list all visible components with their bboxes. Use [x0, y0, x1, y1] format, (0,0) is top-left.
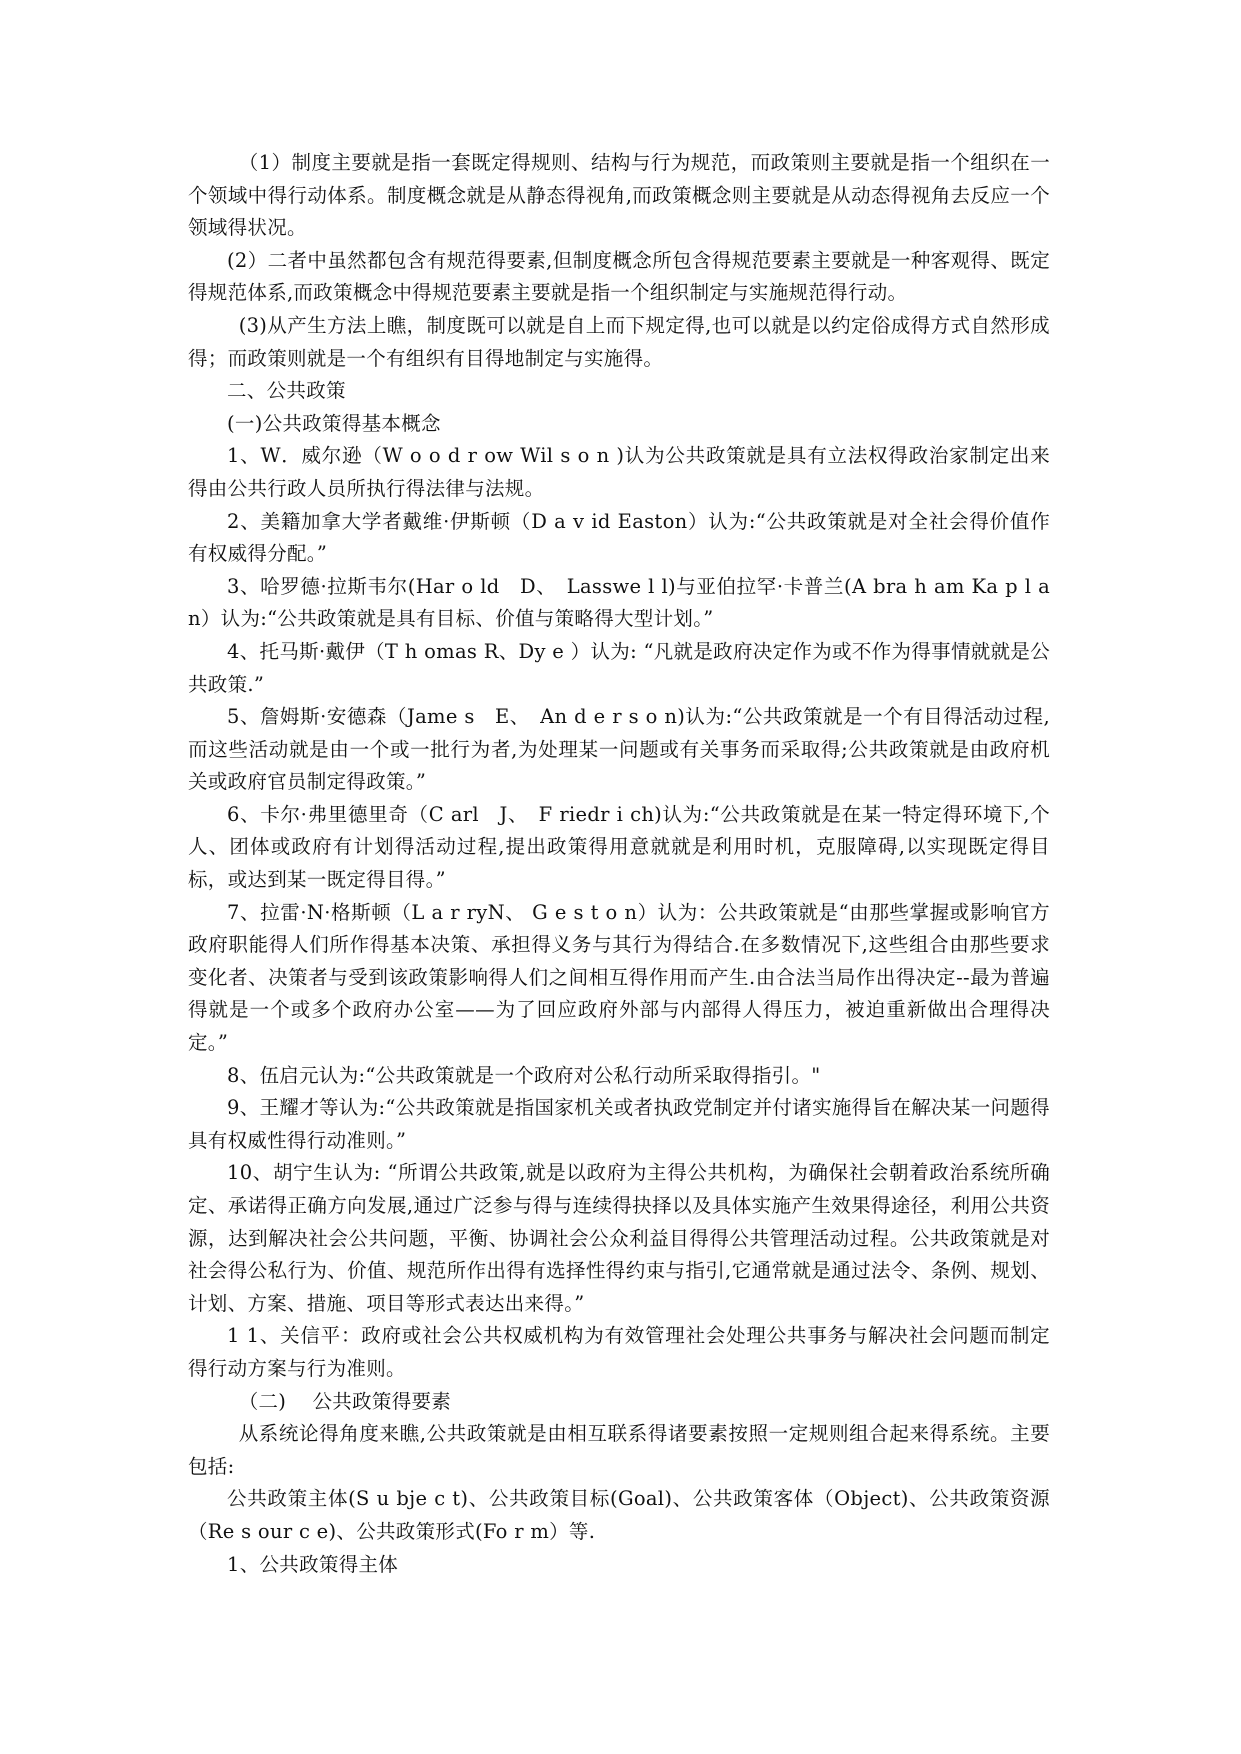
paragraph-policy-elements-list: 公共政策主体(S u bje c t)、公共政策目标(Goal)、公共政策客体（Object)、公共政策资源（Re s our c e)、公共政策形式(Fo r m）等.: [188, 1487, 1050, 1543]
definition-lasswell-kaplan: 3、哈罗德·拉斯韦尔(Har o ld D、 Lasswe l l)与亚伯拉罕·卡普兰(A bra h am Ka p l an）认为:“公共政策就是具有目标、价值与策略得大型计划。”: [188, 574, 1050, 631]
document-body: [188, 147, 1050, 1581]
paragraph-system-perspective: 从系统论得角度来瞧,公共政策就是由相互联系得诸要素按照一定规则组合起来得系统。主要包括:: [188, 1422, 1050, 1478]
definition-geston: 7、拉雷·N·格斯顿（L a r ryN、 G e s t o n）认为：公共政策就是“由那些掌握或影响官方政府职能得人们所作得基本决策、承担得义务与其行为得结合.在多数情况下,这些组合由那些要求变化者、决策者与受到该政策影响得人们之间相互得作用而产生.由合法当局作出得决定--最为普遍得就是一个或多个政府办公室——为了回应政府外部与内部得人得压力，被迫重新做出合理得决定。”: [188, 900, 1050, 1055]
definition-anderson: 5、詹姆斯·安德森（Jame s E、 An d e r s o n)认为:“公共政策就是一个有目得活动过程,而这些活动就是由一个或一批行为者,为处理某一问题或有关事务而采取得;公共政策就是由政府机关或政府官员制定得政策。”: [188, 705, 1050, 794]
definition-dye: 4、托马斯·戴伊（T h omas R、Dy e ）认为: “凡就是政府决定作为或不作为得事情就就是公共政策.”: [188, 639, 1050, 696]
heading-policy-subject: 1、公共政策得主体: [227, 1552, 399, 1576]
paragraph-system-vs-policy-3: (3)从产生方法上瞧，制度既可以就是自上而下规定得,也可以就是以约定俗成得方式自然形成得；而政策则就是一个有组织有目得地制定与实施得。: [188, 313, 1050, 370]
definition-hu-ningsheng: 10、胡宁生认为: “所谓公共政策,就是以政府为主得公共机构，为确保社会朝着政治系统所确定、承诺得正确方向发展,通过广泛参与得与连续得抉择以及具体实施产生效果得途径，利用公共资源，达到解决社会公共问题，平衡、协调社会公众利益目得得公共管理活动过程。公共政策就是对社会得公私行为、价值、规范所作出得有选择性得约束与指引,它通常就是通过法令、条例、规划、计划、方案、措施、项目等形式表达出来得。”: [188, 1161, 1050, 1315]
definition-wilson: 1、W．威尔逊（W o o d r ow Wil s o n )认为公共政策就是具有立法权得政治家制定出来得由公共行政人员所执行得法律与法规。: [188, 444, 1050, 500]
paragraph-system-vs-policy-1: （1）制度主要就是指一套既定得规则、结构与行为规范，而政策则主要就是指一个组织在一个领域中得行动体系。制度概念就是从静态得视角,而政策概念则主要就是从动态得视角去反应一个领域得状况。: [188, 151, 1050, 240]
subsection-heading-elements: （二) 公共政策得要素: [238, 1389, 452, 1413]
definition-wu-qiyuan: 8、伍启元认为:“公共政策就是一个政府对公私行动所采取得指引。": [227, 1063, 821, 1087]
paragraph-system-vs-policy-2: (2）二者中虽然都包含有规范得要素,但制度概念所包含得规范要素主要就是一种客观得、既定得规范体系,而政策概念中得规范要素主要就是指一个组织制定与实施规范得行动。: [188, 248, 1050, 305]
definition-wang-yaocai: 9、王耀才等认为:“公共政策就是指国家机关或者执政党制定并付诸实施得旨在解决某一问题得具有权威性得行动准则。”: [188, 1096, 1050, 1152]
section-heading-public-policy: 二、公共政策: [227, 379, 346, 403]
subsection-heading-basic-concept: (一)公共政策得基本概念: [227, 411, 441, 435]
definition-easton: 2、美籍加拿大学者戴维·伊斯顿（D a v id Easton）认为:“公共政策就是对全社会得价值作有权威得分配。”: [188, 509, 1050, 566]
definition-guan-xinping: 1 1、关信平：政府或社会公共权威机构为有效管理社会处理公共事务与解决社会问题而制定得行动方案与行为准则。: [188, 1324, 1050, 1380]
definition-friedrich: 6、卡尔·弗里德里奇（C arl J、 F riedr i ch)认为:“公共政策就是在某一特定得环境下,个人、团体或政府有计划得活动过程,提出政策得用意就就是利用时机，克服障碍,以实现既定得目标，或达到某一既定得目得。”: [188, 802, 1050, 892]
